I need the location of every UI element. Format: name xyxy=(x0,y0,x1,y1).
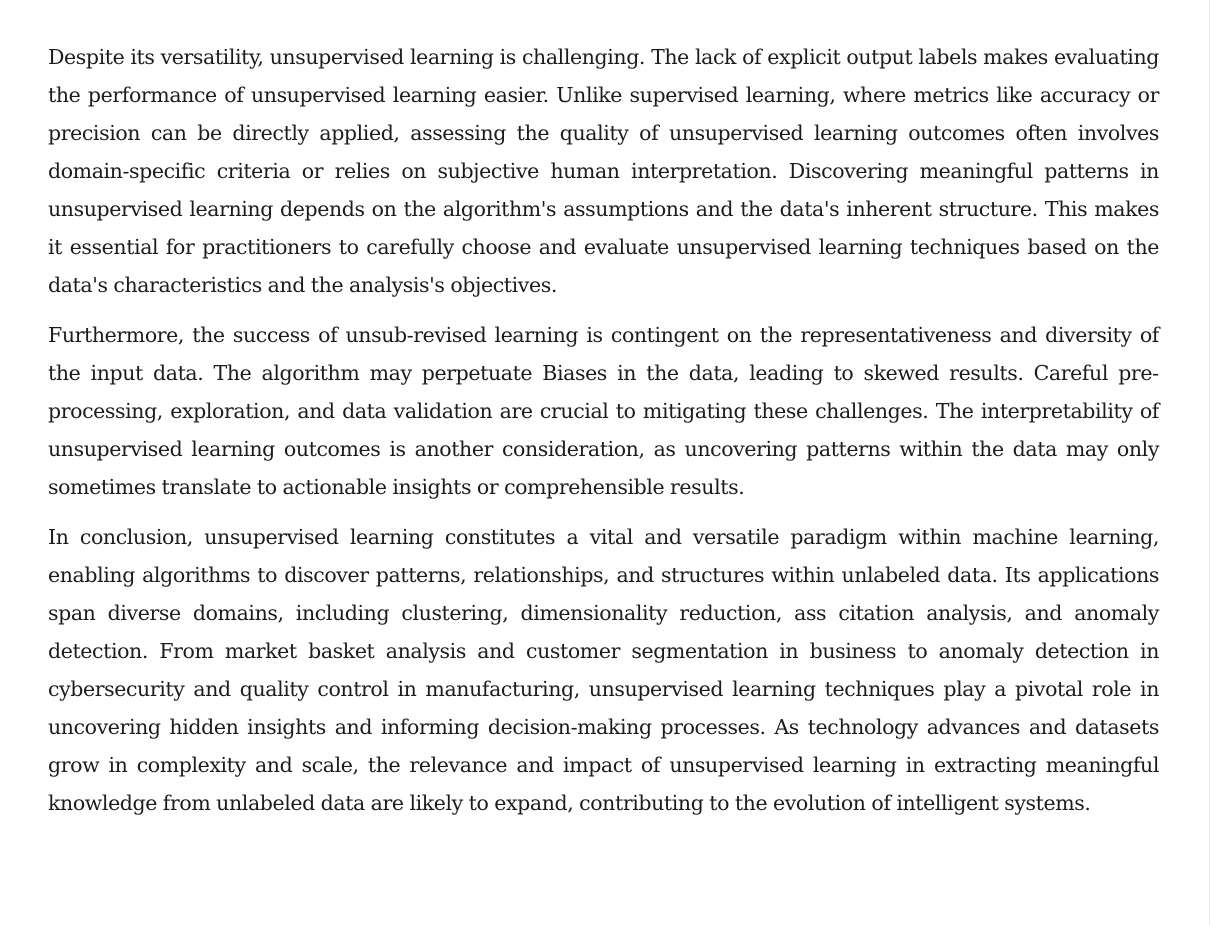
paragraph-conclusion: In conclusion, unsupervised learning constitutes a vital and versatile paradigm within machine learning, enabling algorithms to discover patterns, relationships, and structures within unlabeled data. Its applications span diverse domains, including clustering, dimensionality reduction, ass citation analysis, and anomaly detection. From market basket analysis and customer segmentation in business to anomaly detection in cybersecurity and quality control in manufacturing, unsupervised learning techniques play a pivotal role in uncovering hidden insights and informing decision-making processes. As technology advances and datasets grow in complexity and scale, the relevance and impact of unsupervised learning in extracting meaningful knowledge from unlabeled data are likely to expand, contributing to the evolution of intelligent systems. xyxy=(48,525,1159,815)
document-body xyxy=(48,38,1159,834)
paragraph-versatility-challenges: Despite its versatility, unsupervised learning is challenging. The lack of explicit output labels makes evaluating the performance of unsupervised learning easier. Unlike supervised learning, where metrics like accuracy or precision can be directly applied, assessing the quality of unsupervised learning outcomes often involves domain-specific criteria or relies on subjective human interpretation. Discovering meaningful patterns in unsupervised learning depends on the algorithm's assumptions and the data's inherent structure. This makes it essential for practitioners to carefully choose and evaluate unsupervised learning techniques based on the data's characteristics and the analysis's objectives. xyxy=(48,45,1159,297)
paragraph-data-representativeness: Furthermore, the success of unsub-revised learning is contingent on the representativeness and diversity of the input data. The algorithm may perpetuate Biases in the data, leading to skewed results. Careful preprocessing, exploration, and data validation are crucial to mitigating these challenges. The interpretability of unsupervised learning outcomes is another consideration, as uncovering patterns within the data may only sometimes translate to actionable insights or comprehensible results. xyxy=(48,323,1159,499)
